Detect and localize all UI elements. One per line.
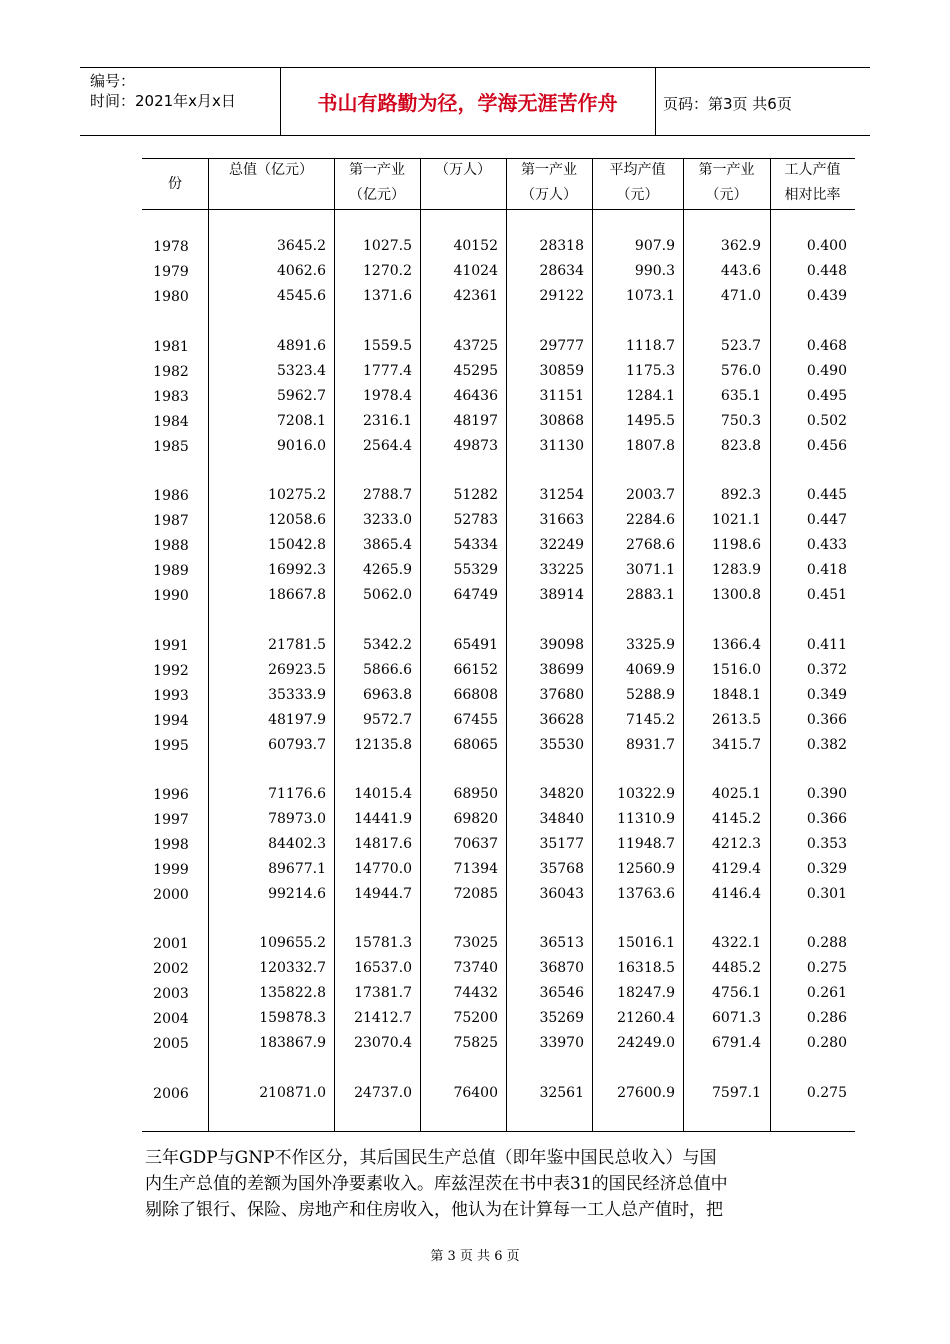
value-cell: 35269 (539, 1010, 584, 1026)
value-cell: 68950 (453, 786, 498, 802)
year-cell: 1980 (153, 289, 189, 305)
body-line: 内生产总值的差额为国外净要素收入。库兹涅茨在书中表31的国民经济总值中 (145, 1174, 728, 1194)
value-cell: 576.0 (720, 363, 761, 379)
year-cell: 1997 (153, 812, 189, 828)
value-cell: 15042.8 (268, 537, 326, 553)
value-cell: 14015.4 (354, 786, 412, 802)
value-cell: 68065 (453, 737, 498, 753)
column-header: 工人产值 (784, 162, 841, 178)
year-cell: 1981 (153, 339, 189, 355)
value-cell: 30868 (539, 413, 584, 429)
body-paragraph (145, 1145, 810, 1223)
value-cell: 73025 (453, 935, 498, 951)
value-cell: 75200 (453, 1010, 498, 1026)
value-cell: 31130 (539, 438, 584, 454)
value-cell: 120332.7 (259, 960, 326, 976)
value-cell: 4146.4 (712, 886, 761, 902)
value-cell: 1175.3 (626, 363, 675, 379)
value-cell: 17381.7 (354, 985, 412, 1001)
value-cell: 73740 (453, 960, 498, 976)
value-cell: 1366.4 (712, 637, 761, 653)
value-cell: 1118.7 (626, 338, 675, 354)
value-cell: 34820 (539, 786, 584, 802)
value-cell: 16992.3 (268, 562, 326, 578)
year-cell: 1992 (153, 663, 189, 679)
year-cell: 1999 (153, 862, 189, 878)
value-cell: 9572.7 (363, 712, 412, 728)
value-cell: 35333.9 (268, 687, 326, 703)
value-cell: 159878.3 (259, 1010, 326, 1026)
column-header: 相对比率 (784, 187, 841, 203)
column-header: （万人） (435, 162, 491, 178)
value-cell: 11310.9 (617, 811, 675, 827)
value-cell: 4129.4 (712, 861, 761, 877)
value-cell: 36546 (539, 985, 584, 1001)
year-cell: 2003 (153, 986, 189, 1002)
year-cell: 1984 (153, 414, 189, 430)
value-cell: 0.275 (806, 960, 847, 976)
value-cell: 1027.5 (363, 238, 412, 254)
year-cell: 1982 (153, 364, 189, 380)
value-cell: 0.400 (806, 238, 847, 254)
value-cell: 74432 (453, 985, 498, 1001)
value-cell: 41024 (453, 263, 498, 279)
value-cell: 70637 (453, 836, 498, 852)
value-cell: 1270.2 (363, 263, 412, 279)
value-cell: 1284.1 (626, 388, 675, 404)
value-cell: 635.1 (720, 388, 761, 404)
value-cell: 35768 (539, 861, 584, 877)
value-cell: 39098 (539, 637, 584, 653)
value-cell: 36513 (539, 935, 584, 951)
value-cell: 76400 (453, 1085, 498, 1101)
value-cell: 4485.2 (712, 960, 761, 976)
value-cell: 75825 (453, 1035, 498, 1051)
value-cell: 0.286 (806, 1010, 847, 1026)
body-line: 三年GDP与GNP不作区分，其后国民生产总值（即年鉴中国民总收入）与国 (145, 1148, 717, 1168)
value-cell: 1283.9 (712, 562, 761, 578)
year-cell: 1994 (153, 713, 189, 729)
value-cell: 66808 (453, 687, 498, 703)
value-cell: 84402.3 (268, 836, 326, 852)
value-cell: 523.7 (720, 338, 761, 354)
value-cell: 1848.1 (712, 687, 761, 703)
value-cell: 4069.9 (626, 662, 675, 678)
value-cell: 45295 (453, 363, 498, 379)
value-cell: 6071.3 (712, 1010, 761, 1026)
value-cell: 52783 (453, 512, 498, 528)
value-cell: 0.288 (806, 935, 847, 951)
value-cell: 823.8 (720, 438, 761, 454)
value-cell: 2613.5 (712, 712, 761, 728)
document-number: 编号： (90, 72, 136, 90)
value-cell: 2284.6 (626, 512, 675, 528)
value-cell: 16318.5 (617, 960, 675, 976)
value-cell: 2883.1 (626, 587, 675, 603)
column-header: 份 (168, 176, 182, 192)
value-cell: 38914 (539, 587, 584, 603)
year-cell: 1991 (153, 638, 189, 654)
value-cell: 13763.6 (617, 886, 675, 902)
value-cell: 78973.0 (268, 811, 326, 827)
value-cell: 135822.8 (259, 985, 326, 1001)
column-header: 总值（亿元） (229, 162, 313, 178)
value-cell: 43725 (453, 338, 498, 354)
value-cell: 1978.4 (363, 388, 412, 404)
column-header: 第一产业 (521, 162, 577, 178)
year-cell: 2002 (153, 961, 189, 977)
value-cell: 60793.7 (268, 737, 326, 753)
value-cell: 14770.0 (354, 861, 412, 877)
header-divider-right (655, 67, 656, 135)
year-cell: 1989 (153, 563, 189, 579)
column-header: 平均产值 (609, 162, 666, 178)
value-cell: 1073.1 (626, 288, 675, 304)
year-cell: 1988 (153, 538, 189, 554)
value-cell: 37680 (539, 687, 584, 703)
value-cell: 33970 (539, 1035, 584, 1051)
value-cell: 0.280 (806, 1035, 847, 1051)
value-cell: 3325.9 (626, 637, 675, 653)
value-cell: 892.3 (720, 487, 761, 503)
year-cell: 2001 (153, 936, 189, 952)
value-cell: 14944.7 (354, 886, 412, 902)
value-cell: 64749 (453, 587, 498, 603)
value-cell: 5062.0 (363, 587, 412, 603)
value-cell: 12058.6 (268, 512, 326, 528)
value-cell: 990.3 (634, 263, 675, 279)
value-cell: 12560.9 (617, 861, 675, 877)
value-cell: 0.439 (806, 288, 847, 304)
value-cell: 24737.0 (354, 1085, 412, 1101)
body-line: 剔除了银行、保险、房地产和住房收入，他认为在计算每一工人总产值时，把 (145, 1200, 723, 1220)
value-cell: 5866.6 (363, 662, 412, 678)
value-cell: 4212.3 (712, 836, 761, 852)
value-cell: 42361 (453, 288, 498, 304)
year-cell: 2006 (153, 1086, 189, 1102)
value-cell: 21260.4 (617, 1010, 675, 1026)
year-cell: 2000 (153, 887, 189, 903)
value-cell: 31663 (539, 512, 584, 528)
value-cell: 0.447 (806, 512, 847, 528)
value-cell: 4265.9 (363, 562, 412, 578)
value-cell: 72085 (453, 886, 498, 902)
value-cell: 7597.1 (712, 1085, 761, 1101)
value-cell: 89677.1 (268, 861, 326, 877)
value-cell: 71176.6 (268, 786, 326, 802)
column-header: 第一产业 (349, 162, 405, 178)
value-cell: 40152 (453, 238, 498, 254)
value-cell: 1516.0 (712, 662, 761, 678)
table-bottom-rule (142, 1131, 855, 1132)
value-cell: 32561 (539, 1085, 584, 1101)
value-cell: 4025.1 (712, 786, 761, 802)
value-cell: 36870 (539, 960, 584, 976)
value-cell: 1198.6 (712, 537, 761, 553)
value-cell: 31254 (539, 487, 584, 503)
document-date: 时间：2021年x月x日 (90, 92, 236, 110)
value-cell: 0.353 (806, 836, 847, 852)
value-cell: 5288.9 (626, 687, 675, 703)
value-cell: 55329 (453, 562, 498, 578)
value-cell: 4891.6 (277, 338, 326, 354)
value-cell: 5323.4 (277, 363, 326, 379)
value-cell: 4545.6 (277, 288, 326, 304)
value-cell: 36628 (539, 712, 584, 728)
value-cell: 21412.7 (354, 1010, 412, 1026)
value-cell: 0.349 (806, 687, 847, 703)
value-cell: 35530 (539, 737, 584, 753)
value-cell: 0.445 (806, 487, 847, 503)
value-cell: 11948.7 (617, 836, 675, 852)
year-cell: 1983 (153, 389, 189, 405)
value-cell: 31151 (539, 388, 584, 404)
column-header: （元） (705, 187, 748, 203)
value-cell: 183867.9 (259, 1035, 326, 1051)
value-cell: 14817.6 (354, 836, 412, 852)
value-cell: 4145.2 (712, 811, 761, 827)
value-cell: 0.366 (806, 811, 847, 827)
value-cell: 10322.9 (617, 786, 675, 802)
value-cell: 1807.8 (626, 438, 675, 454)
value-cell: 1559.5 (363, 338, 412, 354)
value-cell: 0.495 (806, 388, 847, 404)
value-cell: 4756.1 (712, 985, 761, 1001)
column-header: （万人） (521, 187, 577, 203)
value-cell: 46436 (453, 388, 498, 404)
value-cell: 18247.9 (617, 985, 675, 1001)
value-cell: 66152 (453, 662, 498, 678)
year-cell: 2004 (153, 1011, 189, 1027)
value-cell: 49873 (453, 438, 498, 454)
value-cell: 3865.4 (363, 537, 412, 553)
value-cell: 210871.0 (259, 1085, 326, 1101)
value-cell: 27600.9 (617, 1085, 675, 1101)
column-header: 第一产业 (698, 162, 755, 178)
year-cell: 1995 (153, 738, 189, 754)
value-cell: 15781.3 (354, 935, 412, 951)
value-cell: 362.9 (720, 238, 761, 254)
value-cell: 54334 (453, 537, 498, 553)
value-cell: 1495.5 (626, 413, 675, 429)
value-cell: 0.456 (806, 438, 847, 454)
value-cell: 0.411 (806, 637, 847, 653)
value-cell: 15016.1 (617, 935, 675, 951)
value-cell: 1371.6 (363, 288, 412, 304)
column-header: （元） (616, 187, 659, 203)
value-cell: 21781.5 (268, 637, 326, 653)
value-cell: 35177 (539, 836, 584, 852)
column-header: （亿元） (349, 187, 405, 203)
value-cell: 6791.4 (712, 1035, 761, 1051)
value-cell: 0.382 (806, 737, 847, 753)
value-cell: 7208.1 (277, 413, 326, 429)
value-cell: 1021.1 (712, 512, 761, 528)
year-cell: 1985 (153, 439, 189, 455)
value-cell: 67455 (453, 712, 498, 728)
value-cell: 4322.1 (712, 935, 761, 951)
year-cell: 1986 (153, 488, 189, 504)
value-cell: 0.448 (806, 263, 847, 279)
value-cell: 0.433 (806, 537, 847, 553)
year-cell: 1998 (153, 837, 189, 853)
value-cell: 1300.8 (712, 587, 761, 603)
value-cell: 0.390 (806, 786, 847, 802)
year-cell: 2005 (153, 1036, 189, 1052)
value-cell: 4062.6 (277, 263, 326, 279)
value-cell: 48197.9 (268, 712, 326, 728)
value-cell: 32249 (539, 537, 584, 553)
value-cell: 30859 (539, 363, 584, 379)
value-cell: 0.468 (806, 338, 847, 354)
value-cell: 3233.0 (363, 512, 412, 528)
value-cell: 0.275 (806, 1085, 847, 1101)
value-cell: 7145.2 (626, 712, 675, 728)
value-cell: 109655.2 (259, 935, 326, 951)
year-cell: 1990 (153, 588, 189, 604)
value-cell: 24249.0 (617, 1035, 675, 1051)
value-cell: 3415.7 (712, 737, 761, 753)
value-cell: 51282 (453, 487, 498, 503)
value-cell: 6963.8 (363, 687, 412, 703)
value-cell: 29777 (539, 338, 584, 354)
year-cell: 1987 (153, 513, 189, 529)
year-cell: 1979 (153, 264, 189, 280)
value-cell: 3071.1 (626, 562, 675, 578)
value-cell: 48197 (453, 413, 498, 429)
value-cell: 8931.7 (626, 737, 675, 753)
value-cell: 5962.7 (277, 388, 326, 404)
value-cell: 0.301 (806, 886, 847, 902)
value-cell: 23070.4 (354, 1035, 412, 1051)
value-cell: 0.490 (806, 363, 847, 379)
header-bottom-rule (80, 135, 870, 136)
value-cell: 0.451 (806, 587, 847, 603)
value-cell: 99214.6 (268, 886, 326, 902)
value-cell: 34840 (539, 811, 584, 827)
value-cell: 26923.5 (268, 662, 326, 678)
value-cell: 443.6 (720, 263, 761, 279)
value-cell: 38699 (539, 662, 584, 678)
value-cell: 0.261 (806, 985, 847, 1001)
value-cell: 16537.0 (354, 960, 412, 976)
value-cell: 1777.4 (363, 363, 412, 379)
year-cell: 1993 (153, 688, 189, 704)
value-cell: 28318 (539, 238, 584, 254)
value-cell: 71394 (453, 861, 498, 877)
value-cell: 750.3 (720, 413, 761, 429)
table-header-rule (142, 209, 855, 210)
value-cell: 5342.2 (363, 637, 412, 653)
year-cell: 1996 (153, 787, 189, 803)
value-cell: 2788.7 (363, 487, 412, 503)
value-cell: 14441.9 (354, 811, 412, 827)
value-cell: 907.9 (634, 238, 675, 254)
value-cell: 29122 (539, 288, 584, 304)
value-cell: 2003.7 (626, 487, 675, 503)
year-cell: 1978 (153, 239, 189, 255)
value-cell: 0.418 (806, 562, 847, 578)
value-cell: 2564.4 (363, 438, 412, 454)
header-motto: 书山有路勤为径，学海无涯苦作舟 (317, 90, 618, 115)
value-cell: 0.366 (806, 712, 847, 728)
value-cell: 33225 (539, 562, 584, 578)
value-cell: 3645.2 (277, 238, 326, 254)
value-cell: 18667.8 (268, 587, 326, 603)
value-cell: 10275.2 (268, 487, 326, 503)
value-cell: 0.502 (806, 413, 847, 429)
value-cell: 12135.8 (354, 737, 412, 753)
header-page-number: 页码：第3页 共6页 (663, 95, 792, 113)
value-cell: 9016.0 (277, 438, 326, 454)
value-cell: 69820 (453, 811, 498, 827)
value-cell: 28634 (539, 263, 584, 279)
value-cell: 2316.1 (363, 413, 412, 429)
value-cell: 471.0 (720, 288, 761, 304)
value-cell: 0.329 (806, 861, 847, 877)
value-cell: 2768.6 (626, 537, 675, 553)
page-footer: 第 3 页 共 6 页 (430, 1249, 520, 1264)
value-cell: 0.372 (806, 662, 847, 678)
value-cell: 36043 (539, 886, 584, 902)
value-cell: 65491 (453, 637, 498, 653)
